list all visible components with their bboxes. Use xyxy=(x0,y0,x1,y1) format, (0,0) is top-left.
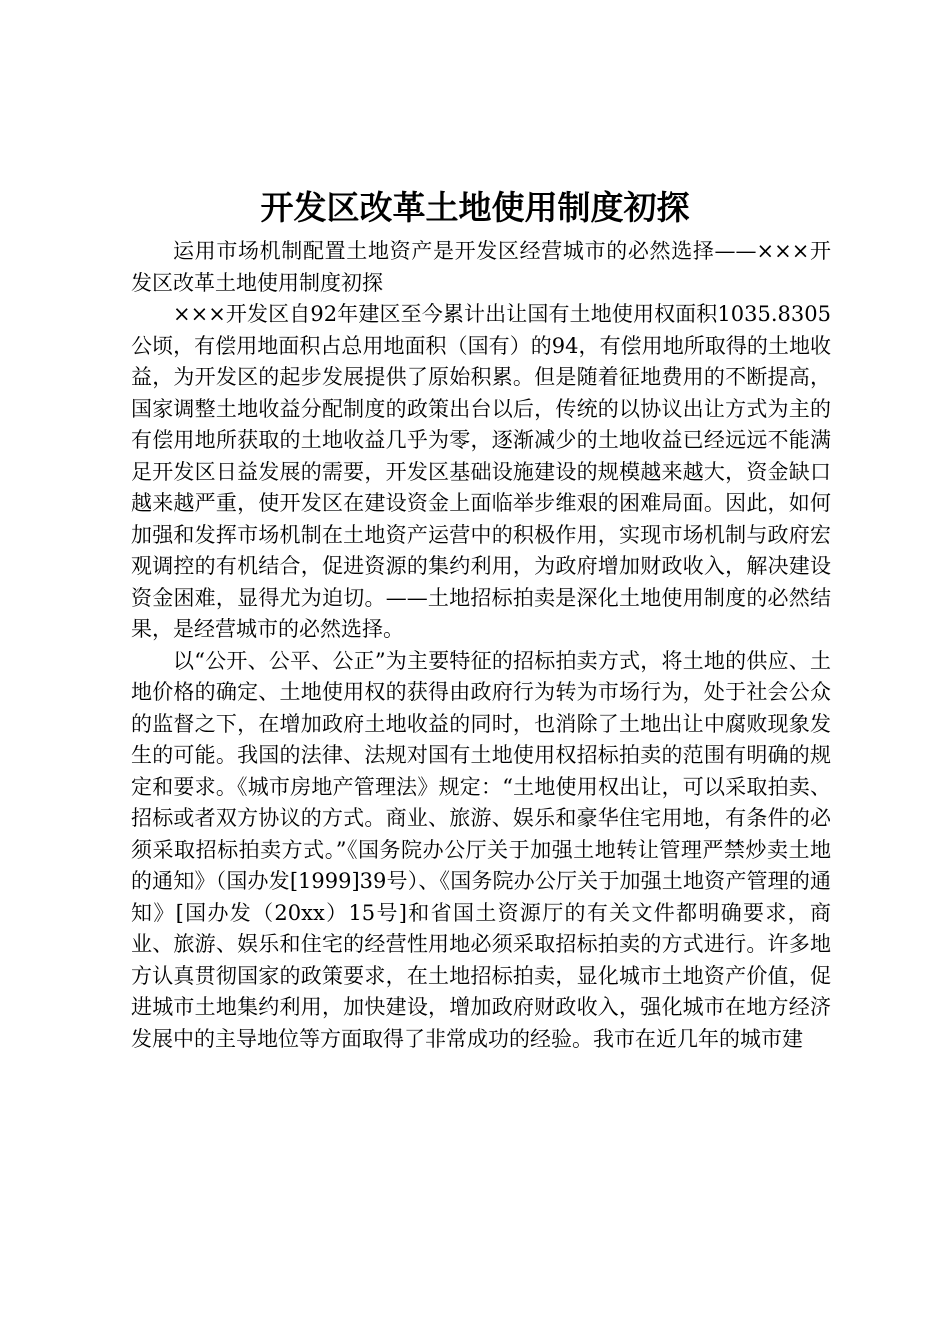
paragraph-subtitle: 运用市场机制配置土地资产是开发区经营城市的必然选择——×××开发区改革土地使用制度初探 xyxy=(131,239,831,295)
document-body xyxy=(131,236,831,1055)
paragraph-background: ×××开发区自92年建区至今累计出让国有土地使用权面积1035.8305公顷，有偿用地面积占总用地面积（国有）的94，有偿用地所取得的土地收益，为开发区的起步发展提供了原始积累。但是随着征地费用的不断提高，国家调整土地收益分配制度的政策出台以后，传统的以协议出让方式为主的有偿用地所获取的土地收益几乎为零，逐渐减少的土地收益已经远远不能满足开发区日益发展的需要，开发区基础设施建设的规模越来越大，资金缺口越来越严重，使开发区在建设资金上面临举步维艰的困难局面。因此，如何加强和发挥市场机制在土地资产运营中的积极作用，实现市场机制与政府宏观调控的有机结合，促进资源的集约利用，为政府增加财政收入，解决建设资金困难，显得尤为迫切。——土地招标拍卖是深化土地使用制度的必然结果，是经营城市的必然选择。 xyxy=(131,302,831,641)
paragraph-bidding-auction: 以“公开、公平、公正”为主要特征的招标拍卖方式，将土地的供应、土地价格的确定、土地使用权的获得由政府行为转为市场行为，处于社会公众的监督之下，在增加政府土地收益的同时，也消除了土地出让中腐败现象发生的可能。我国的法律、法规对国有土地使用权招标拍卖的范围有明确的规定和要求。《城市房地产管理法》规定：“土地使用权出让，可以采取拍卖、招标或者双方协议的方式。商业、旅游、娱乐和豪华住宅用地，有条件的必须采取招标拍卖方式。”《国务院办公厅关于加强土地转让管理严禁炒卖土地的通知》（国办发[1999]39号）、《国务院办公厅关于加强土地资产管理的通知》[国办发（20xx）15号]和省国土资源厅的有关文件都明确要求，商业、旅游、娱乐和住宅的经营性用地必须采取招标拍卖的方式进行。许多地方认真贯彻国家的政策要求，在土地招标拍卖，显化城市土地资产价值，促进城市土地集约利用，加快建设，增加政府财政收入，强化城市在地方经济发展中的主导地位等方面取得了非常成功的经验。我市在近几年的城市建 xyxy=(131,648,831,1051)
document-title: 开发区改革土地使用制度初探 xyxy=(260,188,690,227)
